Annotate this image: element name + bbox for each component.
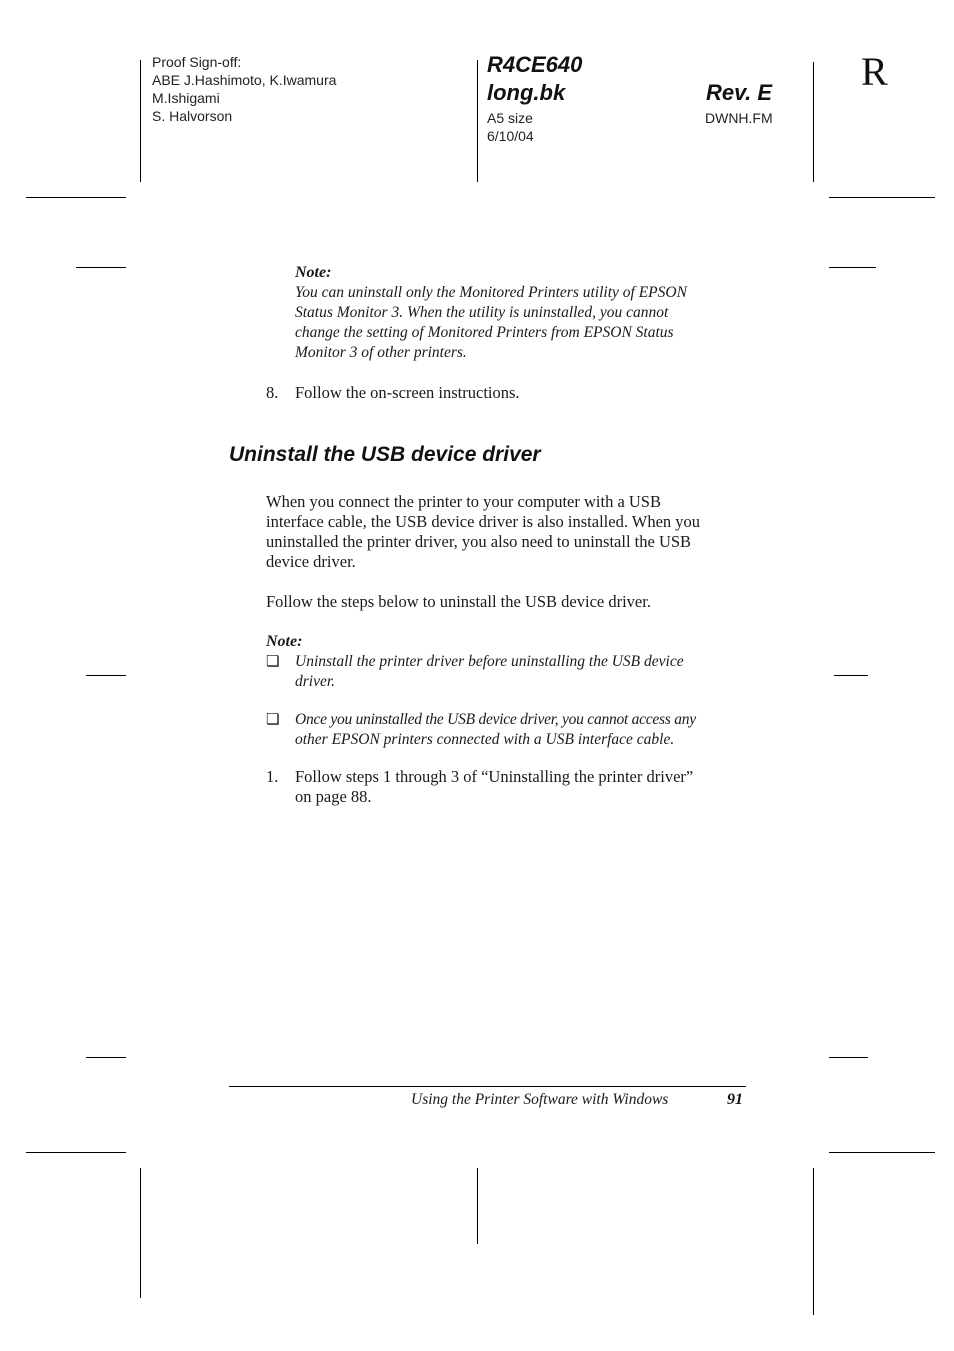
step-text: Follow the on-screen instructions. [295,383,520,402]
footer-rule [229,1086,746,1087]
note-body [295,283,755,363]
step-number: 1. [266,767,279,786]
note-title: Note: [295,264,332,281]
bullet-line: Uninstall the printer driver before uninstalling the USB device [295,653,684,670]
bullet-line: Once you uninstalled the USB device driver, you cannot access any [295,711,696,728]
bullet-line: other EPSON printers connected with a USB interface cable. [295,731,675,748]
note-line: Status Monitor 3. When the utility is uninstalled, you cannot [295,304,669,321]
crop-mark-right-top [813,62,814,182]
step-text [295,767,755,807]
crop-mark-right-lower [829,1152,935,1153]
page-number: 91 [727,1091,743,1108]
crop-mark-left-margin-2 [86,675,126,676]
note-title: Note: [266,633,303,650]
proof-signoff [152,53,336,125]
paragraph-line: uninstalled the printer driver, you also need to uninstall the USB [266,532,692,551]
crop-mark-right-margin-3 [829,1057,868,1058]
note-line: change the setting of Monitored Printers from EPSON Status [295,324,674,341]
bullet-item [295,652,755,692]
print-date: 6/10/04 [487,128,534,144]
paragraph-line: When you connect the printer to your computer with a USB [266,492,661,511]
crop-mark-left-margin-1 [76,267,126,268]
corner-letter: R [861,49,888,94]
crop-mark-center-bottom [477,1168,478,1244]
note-line: You can uninstall only the Monitored Printers utility of EPSON [295,284,687,301]
crop-mark-right-margin-1 [829,267,876,268]
paragraph-line: device driver. [266,552,356,571]
bullet-item [295,710,755,750]
step-line: Follow steps 1 through 3 of “Uninstalling the printer driver” [295,767,694,786]
proof-line: S. Halvorson [152,108,233,124]
crop-mark-right-upper [829,197,935,198]
step-line: on page 88. [295,787,372,806]
checkbox-bullet-icon: ❏ [266,711,280,728]
crop-mark-center-top [477,60,478,182]
steps-intro: Follow the steps below to uninstall the USB device driver. [266,592,651,611]
intro-paragraph [266,492,756,572]
crop-mark-left-bottom [140,1168,141,1298]
crop-mark-left-upper [26,197,126,198]
note-line: Monitor 3 of other printers. [295,344,467,361]
section-heading: Uninstall the USB device driver [229,443,541,466]
proof-line: ABE J.Hashimoto, K.Iwamura [152,72,337,88]
crop-mark-right-margin-2 [834,675,868,676]
crop-mark-right-bottom [813,1168,814,1315]
revision: Rev. E [706,80,773,105]
proof-line: Proof Sign-off: [152,54,242,70]
footer-chapter: Using the Printer Software with Windows [411,1091,669,1108]
book-name: long.bk [487,80,566,105]
bullet-line: driver. [295,673,336,690]
page-size: A5 size [487,110,533,126]
step-number: 8. [266,383,279,402]
book-code: R4CE640 [487,52,583,77]
checkbox-bullet-icon: ❏ [266,653,280,670]
proof-line: M.Ishigami [152,90,220,106]
paragraph-line: interface cable, the USB device driver is also installed. When you [266,512,701,531]
crop-mark-left-lower [26,1152,126,1153]
file-name: DWNH.FM [705,110,773,126]
crop-mark-left-margin-3 [86,1057,126,1058]
crop-mark-left-top [140,60,141,182]
